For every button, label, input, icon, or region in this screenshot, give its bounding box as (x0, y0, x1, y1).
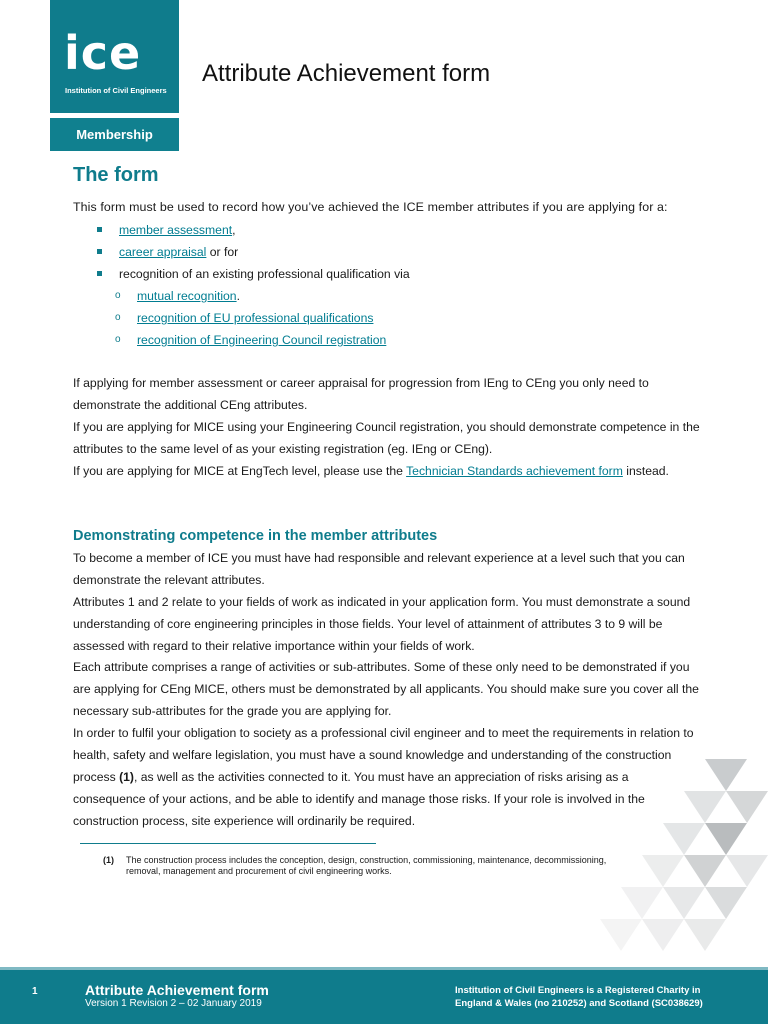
logo-subtitle: Institution of Civil Engineers (65, 86, 167, 95)
paragraph: If you are applying for MICE using your Engineering Council registration, you should demonstrate competence in the attributes to the same level of as your existing registration (eg. IEng or CEng). (73, 420, 700, 456)
paragraph-text: If you are applying for MICE at EngTech level, please use the (73, 464, 407, 478)
list-item-suffix: , (232, 223, 236, 237)
footer-version: Version 1 Revision 2 – 02 January 2019 (85, 998, 262, 1009)
list-item: recognition of an existing professional qualification via (119, 267, 410, 281)
sub-bullet-marker: o (115, 312, 121, 323)
technician-standards-link[interactable]: Technician Standards achievement form (406, 464, 623, 478)
bullet-marker (97, 227, 102, 232)
bullet-marker (97, 249, 102, 254)
career-appraisal-link[interactable]: career appraisal (119, 245, 207, 259)
eu-qualifications-link[interactable]: recognition of EU professional qualifications (137, 311, 374, 325)
footnote-reference: (1) (119, 770, 134, 784)
paragraph-text: , as well as the activities connected to it. You must have an appreciation of risks arising as a consequence of your actions, and be able to identify and manage those risks. If your role is involved in the construction process, site experience will ordinarily be required. (73, 770, 645, 828)
charity-statement (455, 984, 745, 1010)
paragraph: Each attribute comprises a range of activities or sub-attributes. Some of these only need to be demonstrated if you are applying for CEng MICE, others must be demonstrated by all applicants. You should make sure you cover all the necessary sub-attributes for the grade you are applying for. (73, 660, 699, 718)
footer-title: Attribute Achievement form (85, 982, 269, 998)
list-item-suffix: . (236, 289, 240, 303)
paragraph: If applying for member assessment or career appraisal for progression from IEng to CEng you only need to demonstrate the additional CEng attributes. (73, 376, 649, 412)
section-title: The form (73, 164, 159, 186)
paragraph (73, 460, 713, 482)
footnote-text: The construction process includes the conception, design, construction, commissioning, maintenance, decommissioning, removal, management and procurement of civil engineering works. (126, 855, 607, 876)
ice-logo (50, 0, 179, 151)
sub-list-item (137, 311, 373, 325)
list-item (119, 245, 238, 259)
charity-line: England & Wales (no 210252) and Scotland (SC038629) (455, 998, 703, 1009)
subsection-title: Demonstrating competence in the member attributes (73, 528, 438, 544)
mutual-recognition-link[interactable]: mutual recognition (137, 289, 237, 303)
paragraph-text: In order to fulfil your obligation to society as a professional civil engineer and to meet the requirements in relation to health, safety and welfare legislation, you must have a sound knowledge and understanding of the construction process (73, 726, 694, 784)
bullet-marker (97, 271, 102, 276)
paragraph: Attributes 1 and 2 relate to your fields of work as indicated in your application form. You must demonstrate a sound understanding of core engineering principles in those fields. Your level of attainment of attributes 3 to 9 will be assessed with regard to their relative importance within your fields of work. (73, 595, 691, 653)
document-title: Attribute Achievement form (202, 60, 491, 87)
footnote-rule (80, 843, 376, 844)
membership-band: Membership (50, 118, 179, 151)
page-number: 1 (32, 986, 38, 997)
logo-wordmark: ice (64, 26, 142, 80)
footnote-number: (1) (103, 855, 114, 865)
paragraph-text: instead. (622, 464, 669, 478)
sub-bullet-marker: o (115, 334, 121, 345)
intro-text: This form must be used to record how you’ve achieved the ICE member attributes if you are applying for a: (73, 200, 668, 214)
sub-list-item (137, 333, 386, 347)
footer-top-rule (0, 967, 768, 970)
sub-bullet-marker: o (115, 290, 121, 301)
charity-line: Institution of Civil Engineers is a Registered Charity in (455, 985, 701, 996)
list-item (119, 223, 236, 237)
list-item-suffix: or for (206, 245, 239, 259)
paragraph: To become a member of ICE you must have had responsible and relevant experience at a level such that you can demonstrate the relevant attributes. (73, 551, 685, 587)
engineering-council-link[interactable]: recognition of Engineering Council registration (137, 333, 387, 347)
sub-list-item (137, 289, 240, 303)
member-assessment-link[interactable]: member assessment (119, 223, 233, 237)
